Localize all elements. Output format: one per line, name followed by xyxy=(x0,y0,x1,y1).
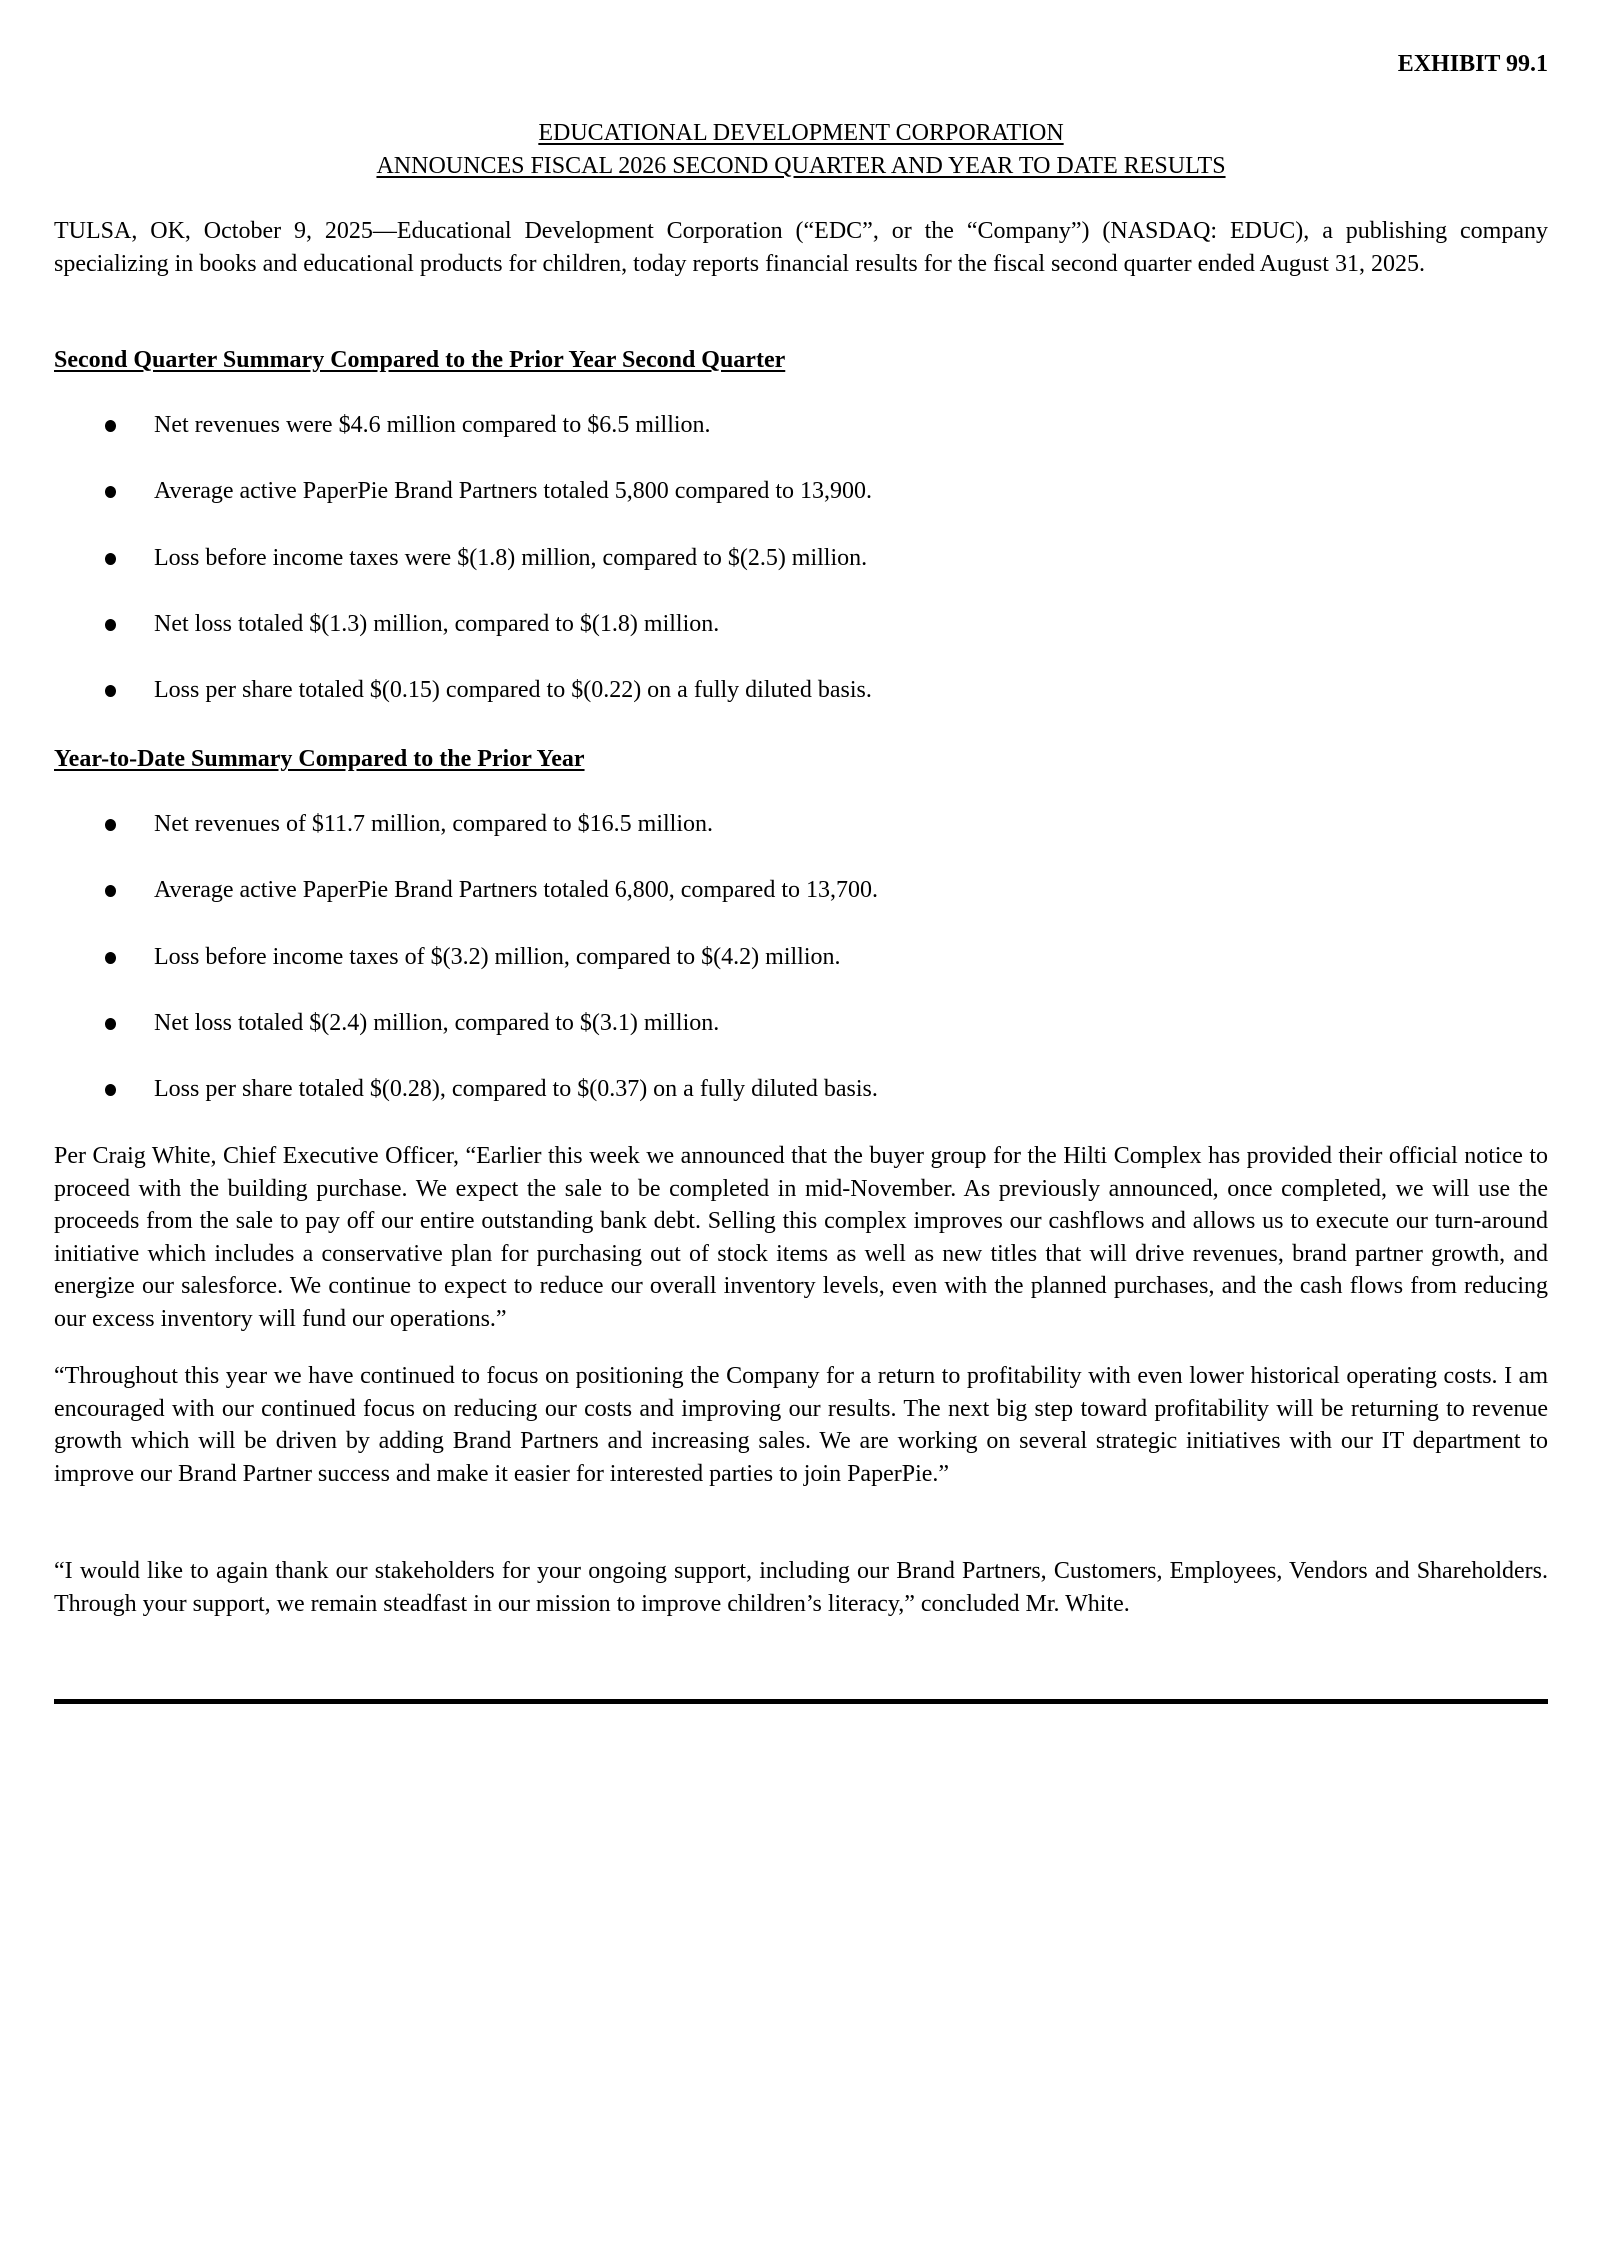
bullet-icon xyxy=(105,420,116,432)
bullet-icon xyxy=(105,1084,116,1096)
bullet-icon xyxy=(105,619,116,631)
list-item: Loss before income taxes of $(3.2) million, compared to $(4.2) million. xyxy=(54,942,1548,1008)
list-item: Net loss totaled $(2.4) million, compared to $(3.1) million. xyxy=(54,1008,1548,1074)
bullet-icon xyxy=(105,553,116,565)
second-quarter-heading: Second Quarter Summary Compared to the Prior Year Second Quarter xyxy=(54,347,786,373)
list-item: Average active PaperPie Brand Partners totaled 6,800, compared to 13,700. xyxy=(54,875,1548,941)
title-line-1: EDUCATIONAL DEVELOPMENT CORPORATION xyxy=(538,120,1064,146)
list-item: Loss before income taxes were $(1.8) million, compared to $(2.5) million. xyxy=(54,543,1548,609)
exhibit-label: EXHIBIT 99.1 xyxy=(1397,51,1548,77)
bullet-icon xyxy=(105,685,116,697)
list-item: Net loss totaled $(1.3) million, compared to $(1.8) million. xyxy=(54,609,1548,675)
list-item: Loss per share totaled $(0.28), compared to $(0.37) on a fully diluted basis. xyxy=(54,1074,1548,1140)
list-item: Net revenues were $4.6 million compared to $6.5 million. xyxy=(54,410,1548,476)
bullet-icon xyxy=(105,952,116,964)
intro-paragraph: TULSA, OK, October 9, 2025—Educational Development Corporation (“EDC”, or the “Company”) (NASDAQ: EDUC), a publishing company specializing in books and educational products for children, today reports financial results for the fiscal second quarter ended August 31, 2025. xyxy=(54,218,1548,277)
ceo-quote-paragraph-1: Per Craig White, Chief Executive Officer, “Earlier this week we announced that the buyer group for the Hilti Complex has provided their official notice to proceed with the building purchase. We expect the sale to be completed in mid-November. As previously announced, once completed, we will use the proceeds from the sale to pay off our entire outstanding bank debt. Selling this complex improves our cashflows and allows us to execute our turn-around initiative which includes a conservative plan for purchasing out of stock items as well as new titles that will drive revenues, brand partner growth, and energize our salesforce. We continue to expect to reduce our overall inventory levels, even with the planned purchases, and the cash flows from reducing our excess inventory will fund our operations.” xyxy=(54,1143,1548,1332)
second-quarter-bullets xyxy=(54,410,1548,741)
year-to-date-heading: Year-to-Date Summary Compared to the Prior Year xyxy=(54,746,585,772)
horizontal-rule-divider xyxy=(54,1699,1548,1704)
bullet-icon xyxy=(105,819,116,831)
list-item: Net revenues of $11.7 million, compared to $16.5 million. xyxy=(54,809,1548,875)
ceo-quote-paragraph-2: “Throughout this year we have continued to focus on positioning the Company for a return to profitability with even lower historical operating costs. I am encouraged with our continued focus on reducing our costs and improving our results. The next big step toward profitability will be returning to revenue growth which will be driven by adding Brand Partners and increasing sales. We are working on several strategic initiatives with our IT department to improve our Brand Partner success and make it easier for interested parties to join PaperPie.” xyxy=(54,1363,1548,1487)
bullet-icon xyxy=(105,885,116,897)
list-item: Average active PaperPie Brand Partners totaled 5,800 compared to 13,900. xyxy=(54,476,1548,542)
bullet-icon xyxy=(105,1018,116,1030)
bullet-icon xyxy=(105,486,116,498)
title-line-2: ANNOUNCES FISCAL 2026 SECOND QUARTER AND YEAR TO DATE RESULTS xyxy=(376,152,1226,179)
list-item: Loss per share totaled $(0.15) compared to $(0.22) on a fully diluted basis. xyxy=(54,675,1548,741)
ceo-quote-paragraph-3: “I would like to again thank our stakeholders for your ongoing support, including our Brand Partners, Customers, Employees, Vendors and Shareholders. Through your support, we remain steadfast in our mission to improve children’s literacy,” concluded Mr. White. xyxy=(54,1558,1548,1617)
year-to-date-bullets xyxy=(54,809,1548,1140)
press-release-title xyxy=(54,117,1548,182)
